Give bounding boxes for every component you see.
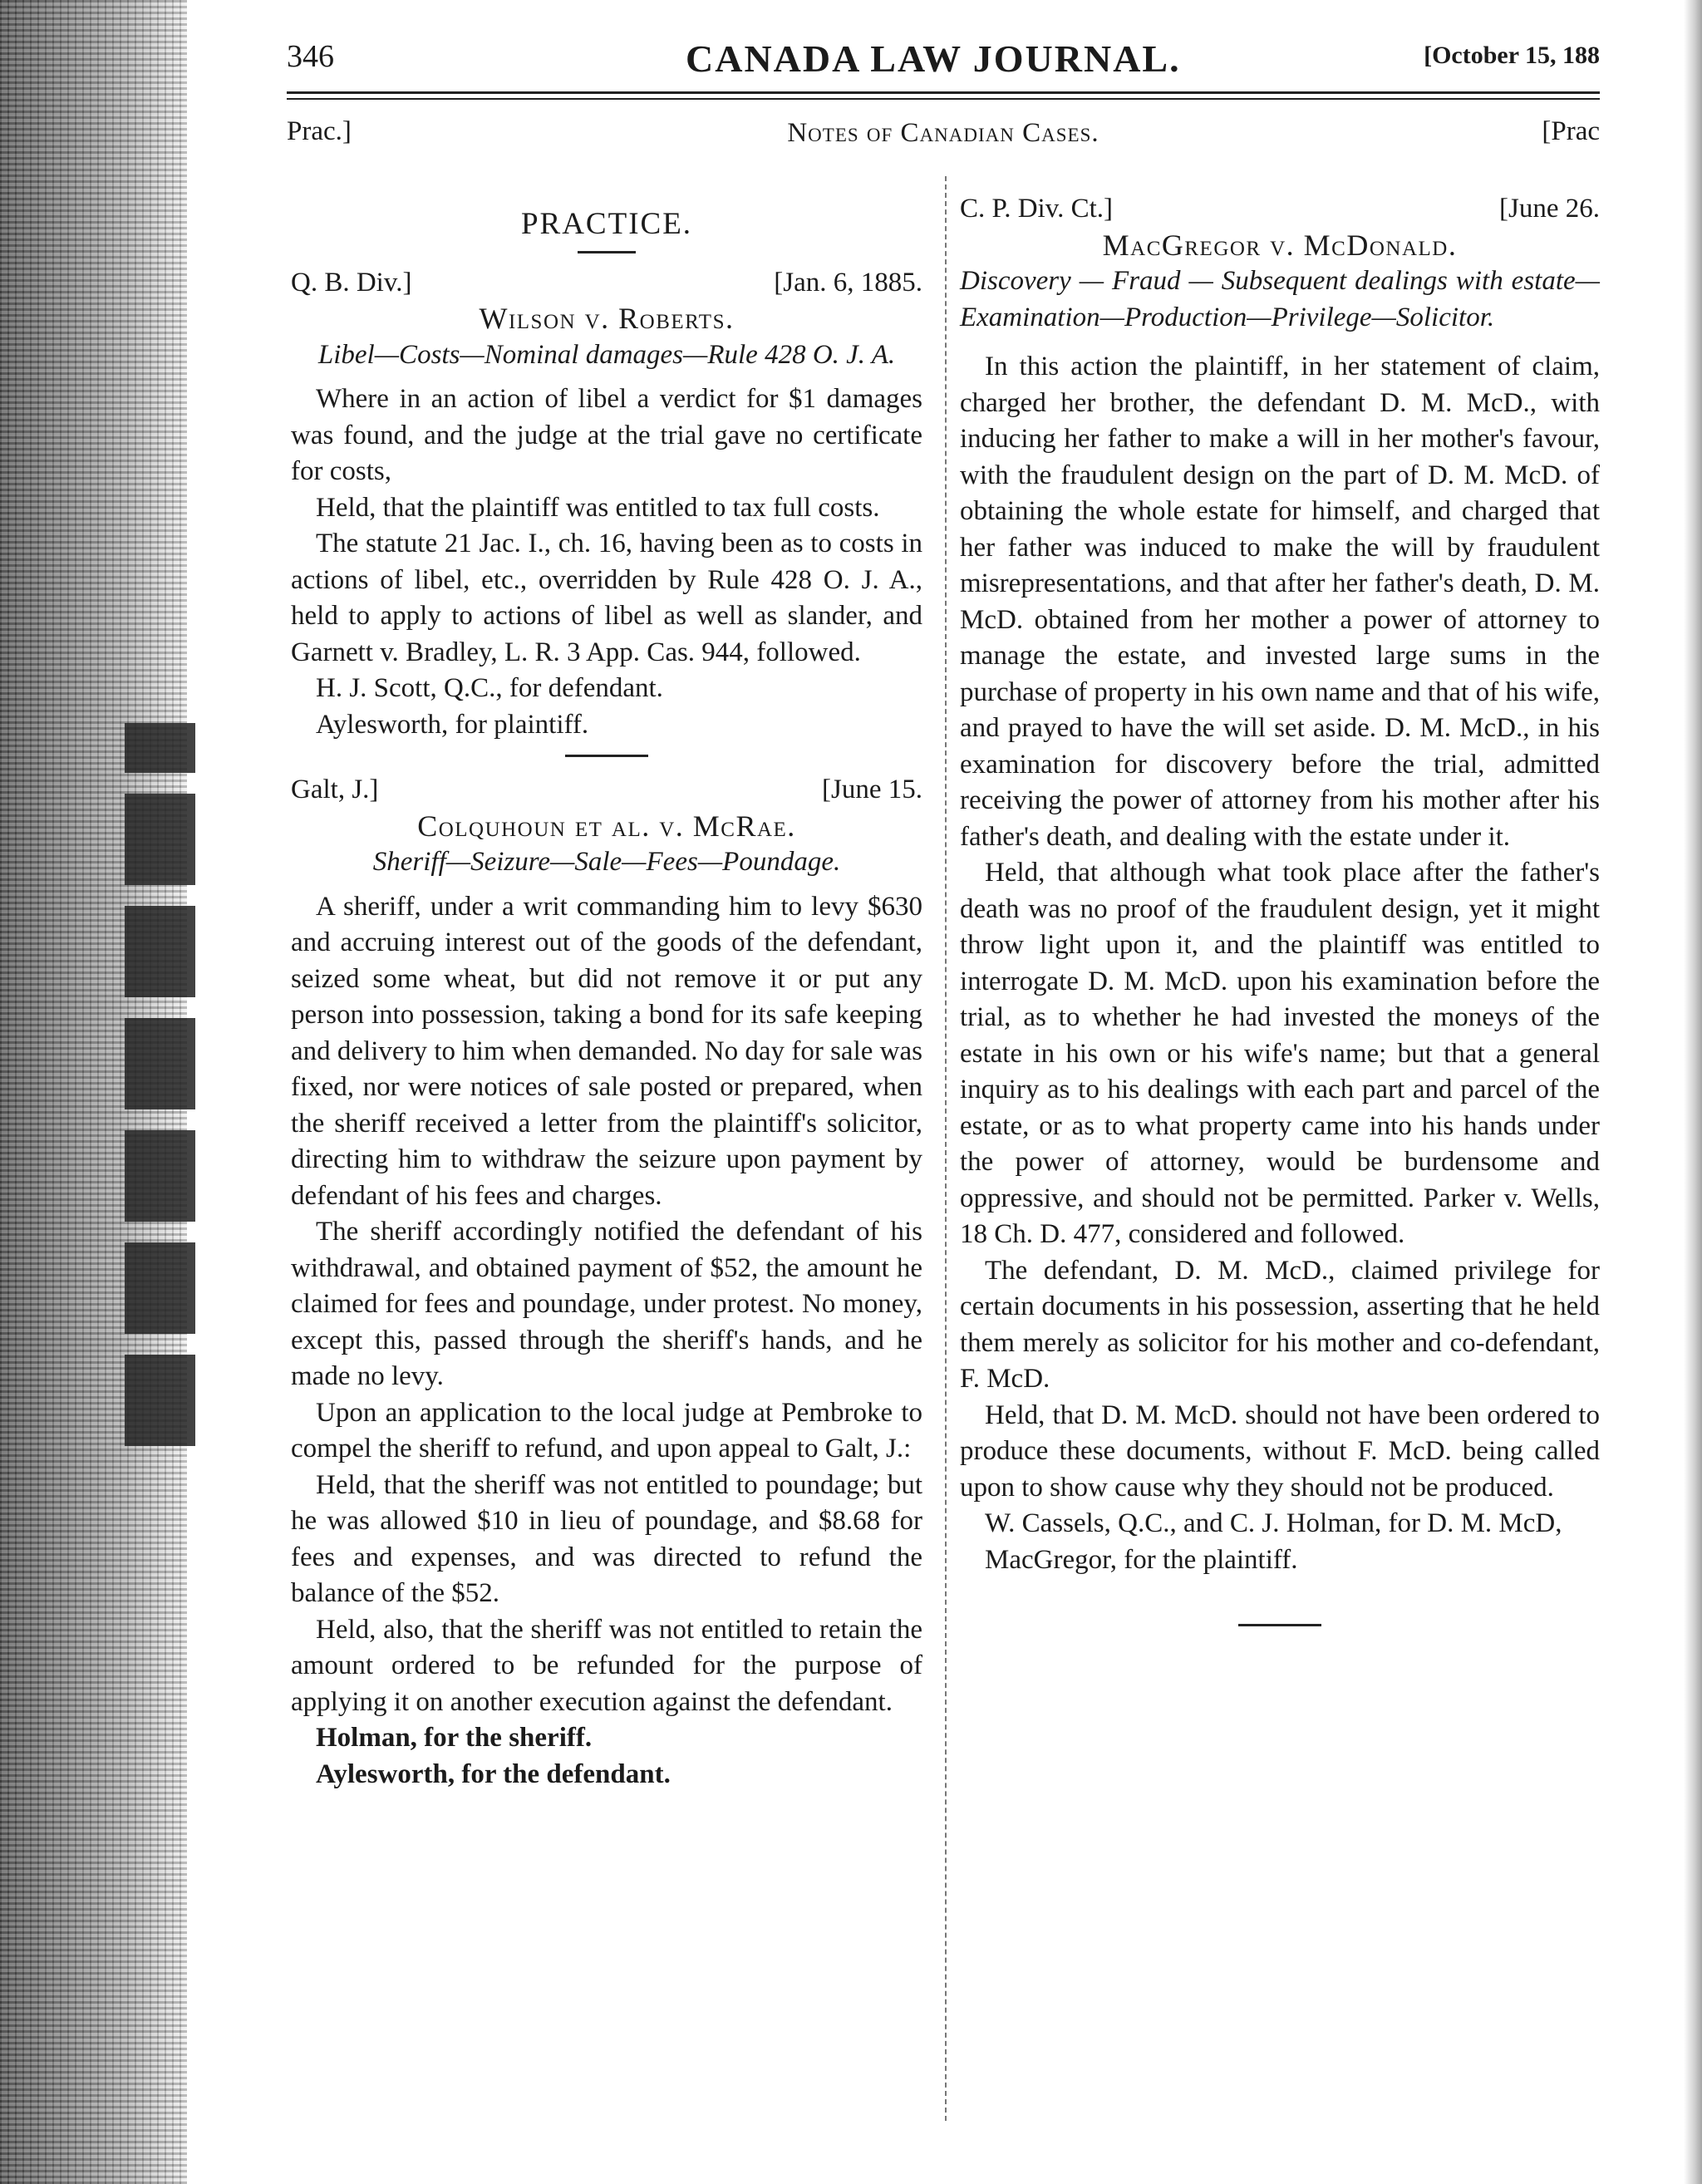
counsel-line: Aylesworth, for the defendant.	[316, 1759, 671, 1789]
case-title: MacGregor v. McDonald.	[1102, 228, 1458, 262]
section-heading: PRACTICE.	[520, 207, 693, 241]
header-rule	[287, 91, 1600, 94]
counsel-line: Aylesworth, for plaintiff.	[316, 709, 589, 740]
case-paragraph: Where in an action of libel a verdict for $1 damages was found, and the judge at the trial gave no certificate for costs,	[291, 384, 922, 486]
case-topics: Sheriff—Seizure—Sale—Fees—Poundage.	[372, 847, 841, 877]
case-paragraph: The defendant, D. M. McD., claimed privilege for certain documents in his possession, asserting that he held them merely as solicitor for his mother and co-defendant, F. McD.	[960, 1255, 1600, 1394]
section-subheader	[287, 116, 1600, 154]
case-paragraph: The statute 21 Jac. I., ch. 16, having been as to costs in actions of libel, etc., overridden by Rule 428 O. J. A., held to apply to actions of libel as well as slander, and Garnett v. Bradley, L. R. 3 App. Cas. 944, followed.	[291, 529, 922, 667]
column-divider	[945, 176, 947, 2121]
case-holding: Held, that the sheriff was not entitled to poundage; but he was allowed $10 in lieu of poundage, and $8.68 for fees and expenses, and was directed to refund the balance of the $52.	[291, 1469, 922, 1608]
case-paragraph: A sheriff, under a writ commanding him to levy $630 and accruing interest out of the goods of the defendant, seized some wheat, but did not remove it or put any person into possession, taking a bond for its safe keeping and delivery to him when demanded. No day for sale was fixed, nor were notices of sale posted or prepared, when the sheriff received a letter from the plaintiff's solicitor, directing him to withdraw the seizure upon payment by defendant of his fees and charges.	[291, 891, 922, 1211]
counsel-line: H. J. Scott, Q.C., for defendant.	[316, 673, 663, 703]
running-header	[287, 33, 1600, 96]
case-date: [June 26.	[1499, 194, 1600, 224]
court-line	[291, 772, 922, 809]
case-topics: Discovery — Fraud — Subsequent dealings with estate—Examination—Production—Privilege—Solicitor.	[960, 266, 1600, 332]
counsel-line: MacGregor, for the plaintiff.	[985, 1544, 1298, 1575]
case-holding: Held, that D. M. McD. should not have been ordered to produce these documents, without F. McD. being called upon to show cause why they should not be produced.	[960, 1399, 1600, 1503]
counsel-line: Holman, for the sheriff.	[316, 1723, 593, 1753]
case-wilson-v-roberts	[291, 265, 922, 744]
binding-mark	[125, 723, 195, 1446]
issue-date: [October 15, 188	[1424, 42, 1600, 69]
page-number: 346	[287, 39, 334, 74]
court-line	[291, 265, 922, 302]
end-rule	[1238, 1624, 1321, 1626]
court-line	[960, 191, 1600, 228]
case-topics: Libel—Costs—Nominal damages—Rule 428 O. J. A.	[317, 339, 896, 370]
journal-title: CANADA LAW JOURNAL.	[686, 37, 1181, 80]
case-paragraph: In this action the plaintiff, in her statement of claim, charged her brother, the defendant D. M. McD., with inducing her father to make a will in her mother's favour, with the fraudulent design on the part of D. M. McD. of obtaining the whole estate for himself, and charged that her father was induced to make the will by fraudulent misrepresentations, and that after her father's death, D. M. McD. obtained from her mother a power of attorney to manage the estate, and invested large sums in the purchase of property in his own name and that of his wife, and prayed to have the will set aside. D. M. McD., in his examination for discovery before the trial, admitted receiving the power of attorney from his mother after his father's death, and dealing with the estate under it.	[960, 352, 1600, 852]
case-date: [Jan. 6, 1885.	[774, 267, 922, 298]
case-date: [June 15.	[822, 775, 922, 804]
page-edge-shadow	[1684, 0, 1702, 2184]
subheader-right: [Prac	[1542, 116, 1600, 146]
journal-page	[287, 33, 1600, 2161]
case-holding: Held, also, that the sheriff was not entitled to retain the amount ordered to be refunded for the purpose of applying it on another execution against the defendant.	[291, 1614, 922, 1717]
court-name: Galt, J.]	[291, 775, 379, 804]
subheader-center: Notes of Canadian Cases.	[787, 118, 1099, 148]
court-name: C. P. Div. Ct.]	[960, 194, 1113, 224]
divider-rule	[565, 755, 648, 757]
left-column	[291, 191, 922, 1793]
case-macgregor-v-mcdonald	[960, 191, 1600, 1578]
court-name: Q. B. Div.]	[291, 267, 412, 298]
case-holding: Held, that although what took place after the father's death was no proof of the fraudulent design, yet it might throw light upon it, and the plaintiff was entitled to interrogate D. M. McD. upon his examination before the trial, as to whether he had invested the moneys of the estate in his own or his wife's name; but that a general inquiry as to his dealings with each part and parcel of the estate, or as to what property came into his hands under the power of attorney, would be burdensome and oppressive, and should not be permitted. Parker v. Wells, 18 Ch. D. 477, considered and followed.	[960, 858, 1600, 1249]
case-paragraph: Upon an application to the local judge at Pembroke to compel the sheriff to refund, and upon appeal to Galt, J.:	[291, 1397, 922, 1463]
header-rule-secondary	[287, 98, 1600, 100]
case-title: Colquhoun et al. v. McRae.	[417, 809, 796, 843]
subheader-left: Prac.]	[287, 116, 352, 146]
right-column	[960, 191, 1600, 1626]
case-title: Wilson v. Roberts.	[479, 302, 735, 335]
divider-rule	[578, 251, 636, 253]
case-paragraph: The sheriff accordingly notified the defendant of his withdrawal, and obtained payment of $52, the amount he claimed for fees and poundage, under protest. No money, except this, passed through the sheriff's hands, and he made no levy.	[291, 1217, 922, 1391]
counsel-line: W. Cassels, Q.C., and C. J. Holman, for D. M. McD,	[985, 1508, 1562, 1538]
case-holding: Held, that the plaintiff was entitled to tax full costs.	[316, 492, 880, 523]
case-colquhoun-v-mcrae	[291, 772, 922, 1793]
